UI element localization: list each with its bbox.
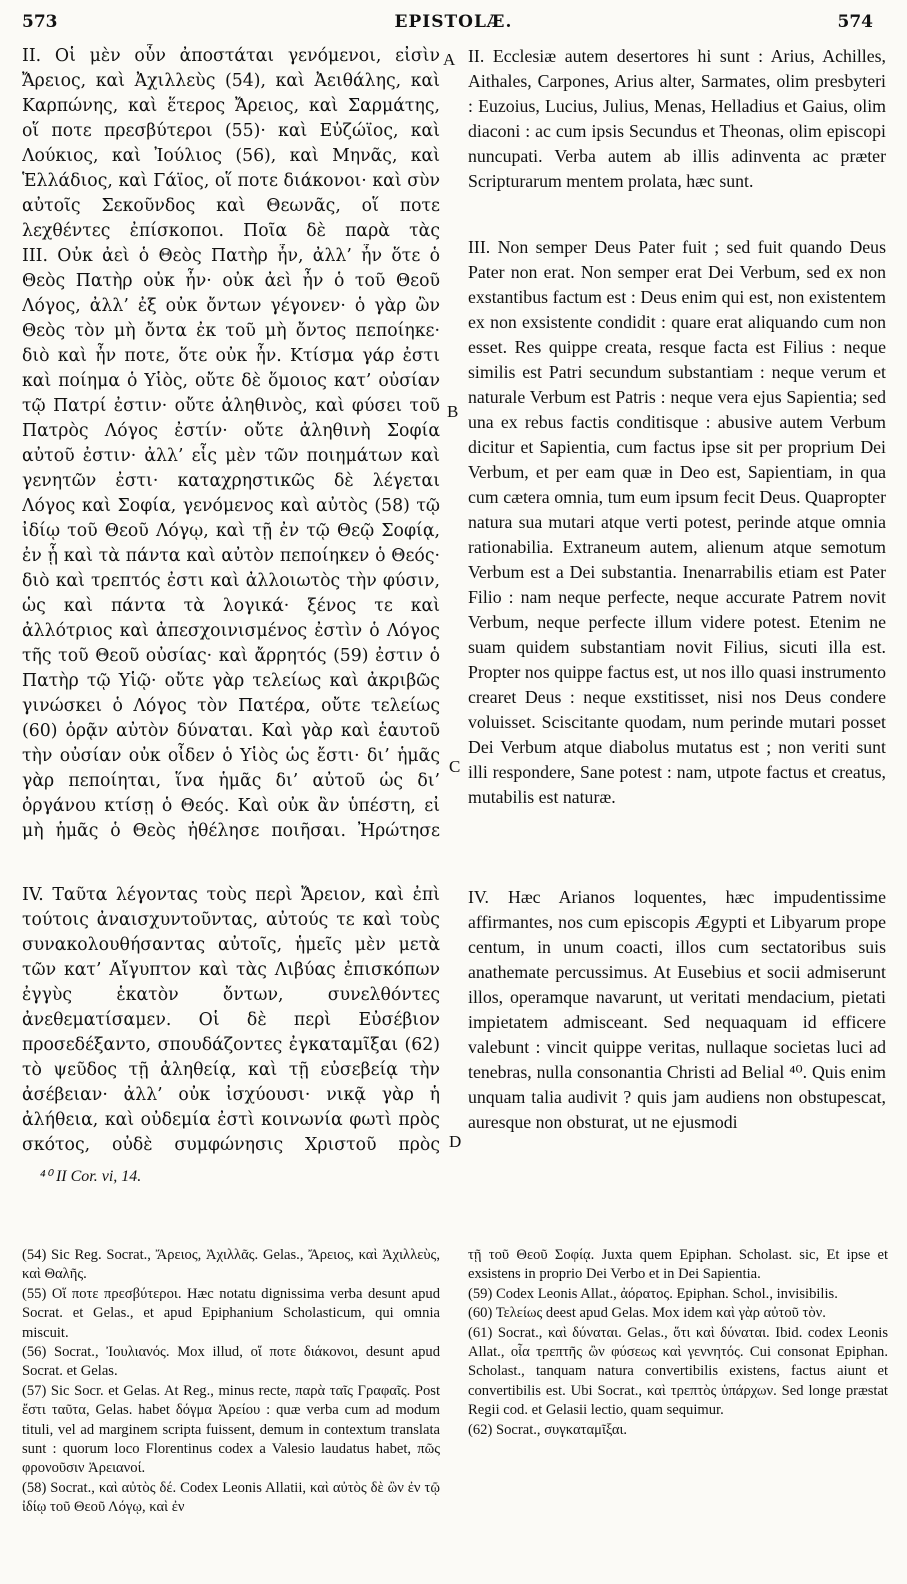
footnote: τῇ τοῦ Θεοῦ Σοφίᾳ. Juxta quem Epiphan. Scholast. sic, Et ipse et exsistens in proprio Dei Verbo et in Dei Sapientia.: [468, 1247, 888, 1283]
latin-paragraph-3: [468, 235, 886, 885]
footnote: (62) Socrat., συγκαταμῖξαι.: [468, 1421, 628, 1438]
latin-text: II. Ecclesiæ autem desertores hi sunt : Arius, Achilles, Aithales, Carpones, Arius alter, Sarmates, olim presbyteri : Euzoius, Lucius, Julius, Menas, Helladius et Gaius, olim diaconi : ac cum ipsis Secundus et Theonas, olim episcopi nuncupati. Verba autem ab illis adinventa ac præter Scripturarum mentem prolata, hæc sunt.: [468, 46, 886, 191]
footnote: (58) Socrat., καὶ αὐτὸς δέ. Codex Leonis Allatii, καὶ αὐτὸς δὲ ὢν ἐν τῷ ἰδίῳ τοῦ Θεοῦ Λόγῳ, καὶ ἐν: [22, 1479, 440, 1516]
footnote: (56) Socrat., Ἰουλιανός. Mox illud, οἵ ποτε διάκονοι, desunt apud Socrat. et Gelas.: [22, 1344, 440, 1380]
right-page-number: 574: [837, 12, 873, 32]
margin-letter-d: D: [449, 1132, 462, 1151]
margin-letter-a: A: [443, 50, 456, 69]
greek-paragraph-4: [22, 883, 440, 1158]
footnote: (54) Sic Reg. Socrat., Ἄρειος, Ἀχιλλᾶς. Gelas., Ἄρειος, καὶ Ἀχιλλεὺς, καὶ Θαλῆς.: [22, 1247, 440, 1283]
footnote: (59) Codex Leonis Allat., ἀόρατος. Epiphan. Schol., invisibilis.: [468, 1285, 838, 1302]
margin-letter-b: B: [447, 402, 459, 421]
footnote: (61) Socrat., καὶ δύναται. Gelas., ὅτι καὶ δύναται. Ibid. codex Leonis Allat., οἷα τρεπτῆς ὢν φύσεως καὶ γεννητός. Cui consonat Epiphan. Scholast., tanquam natura convertibilis existens, factus aiunt et convertibilis est. Ubi Socrat., καὶ τρεπτὸς ὑπάρχων. Sed longe præstat Regii cod. et Gelasii lectio, quam sequimur.: [468, 1324, 888, 1419]
latin-paragraph-2: [468, 44, 886, 229]
margin-letter-c: C: [449, 757, 461, 776]
scripture-reference: ⁴⁰ II Cor. vi, 14.: [40, 1168, 142, 1185]
greek-text: III. Οὐκ ἀεὶ ὁ Θεὸς Πατὴρ ἦν, ἀλλ’ ἦν ὅτε ὁ Θεὸς Πατὴρ οὐκ ἦν· οὐκ ἀεὶ ἦν ὁ τοῦ Θεοῦ Λόγος, ἀλλ’ ἐξ οὐκ ὄντων γέγονεν· ὁ γὰρ ὢν Θεὸς τὸν μὴ ὄντα ἐκ τοῦ μὴ ὄντος πεποίηκε· διὸ καὶ ἦν ποτε, ὅτε οὐκ ἦν. Κτίσμα γάρ ἐστι καὶ ποίημα ὁ Υἱὸς, οὔτε δὲ ὅμοιος κατ’ οὐσίαν τῷ Πατρί ἐστιν· οὔτε ἀληθινὸς, καὶ φύσει τοῦ Πατρὸς Λόγος ἐστίν· οὔτε ἀληθινὴ Σοφία αὐτοῦ ἐστιν· ἀλλ’ εἷς μὲν τῶν ποιημάτων καὶ γενητῶν ἐστι· καταχρηστικῶς δὲ λέγεται Λόγος καὶ Σοφία, γενόμενος καὶ αὐτὸς (58) τῷ ἰδίῳ τοῦ Θεοῦ Λόγῳ, καὶ τῇ ἐν τῷ Θεῷ Σοφίᾳ, ἐν ᾗ καὶ τὰ πάντα καὶ αὐτὸν πεποίηκεν ὁ Θεός· διὸ καὶ τρεπτός ἐστι καὶ ἀλλοιωτὸς τὴν φύσιν, ὡς καὶ πάντα τὰ λογικά· ξένος τε καὶ ἀλλότριος καὶ ἀπεσχοινισμένος ἐστὶν ὁ Λόγος τῆς τοῦ Θεοῦ οὐσίας· καὶ ἄρρητός (59) ἐστιν ὁ Πατὴρ τῷ Υἱῷ· οὔτε γὰρ τελείως καὶ ἀκριβῶς γινώσκει ὁ Λόγος τὸν Πατέρα, οὔτε τελείως (60) ὁρᾷν αὐτὸν δύναται. Καὶ γὰρ καὶ ἑαυτοῦ τὴν οὐσίαν οὐκ οἶδεν ὁ Υἱὸς ὡς ἔστι· δι’ ἡμᾶς γὰρ πεποίηται, ἵνα ἡμᾶς δι’ αὐτοῦ ὡς δι’ ὀργάνου κτίσῃ ὁ Θεός. Καὶ οὐκ ἂν ὑπέστη, εἰ μὴ ἡμᾶς ὁ Θεὸς ἠθέλησε ποιῆσαι. Ἠρώτησε: [22, 246, 440, 841]
footnotes-left: [22, 1246, 440, 1576]
running-title: EPISTOLÆ.: [394, 12, 513, 32]
greek-paragraph-2: [22, 44, 440, 244]
footnote: (60) Τελείως deest apud Gelas. Mox idem καὶ γὰρ αὐτοῦ τὸν.: [468, 1305, 826, 1322]
footnotes-right: [468, 1246, 888, 1576]
greek-paragraph-3: [22, 244, 440, 844]
latin-paragraph-4: [468, 885, 886, 1160]
left-page-number: 573: [22, 12, 58, 32]
greek-text: II. Οἱ μὲν οὖν ἀποστάται γενόμενοι, εἰσὶν Ἄρειος, καὶ Ἀχιλλεὺς (54), καὶ Ἀειθάλης, καὶ Καρπώνης, καὶ ἕτερος Ἄρειος, καὶ Σαρμάτης, οἵ ποτε πρεσβύτεροι (55)· καὶ Εὐζώϊος, καὶ Λούκιος, καὶ Ἰούλιος (56), καὶ Μηνᾶς, καὶ Ἑλλάδιος, καὶ Γάϊος, οἵ ποτε διάκονοι· καὶ σὺν αὐτοῖς Σεκοῦνδος καὶ Θεωνᾶς, οἵ ποτε λεχθέντες ἐπίσκοποι. Ποῖα δὲ παρὰ τὰς: [22, 46, 440, 241]
latin-text: III. Non semper Deus Pater fuit ; sed fuit quando Deus Pater non erat. Non semper erat Dei Verbum, sed ex non exstantibus factum est : Deus enim qui est, non existentem ex non exsistente condidit : quare erat aliquando cum non esset. Res quippe creata, resque facta est Filius : neque similis est Patri secundum substantiam : neque verum et naturale Verbum est Patris : neque vera ejus Sapientia; sed una ex rebus factis conditisque : abusive autem Verbum dicitur et Sapientia, cum factus ipse sit per proprium Dei Verbum, et per eam quæ in Deo est, Sapientiam, in qua cum cætera omnia, tum eum ipsum fecit Deus. Quapropter natura sua mutari atque verti potest, perinde atque omnia rationabilia. Extraneum autem, alienum atque semotum Verbum est a Dei substantia. Inenarrabilis etiam est Pater Filio : nam neque perfecte, neque accurate Patrem novit Verbum, neque perfecte illum videre potest. Etenim ne suam quidem substantiam novit Filius, sicuti illa est. Propter nos quippe factus est, ut nos illo quasi instrumento crearet Deus : neque exstitisset, nisi nos Deus condere voluisset. Sciscitante quodam, num perinde mutari posset Dei Verbum atque diabolus mutatus est ; non veriti sunt illi respondere, Sane potest : nam, utpote factus et creatus, mutabilis est naturæ.: [468, 237, 886, 807]
footnote: (57) Sic Socr. et Gelas. At Reg., minus recte, παρὰ ταῖς Γραφαῖς. Post ἔστι ταῦτα, Gelas. habet δόγμα Ἀρείου : quæ verba cum ad modum tituli, vel ad marginem scripta fuissent, demum in contextum translata sunt : quorum loco Florentinus codex a Valesio laudatus habet, πῶς φρονοῦσιν Ἀρειανοί.: [22, 1382, 440, 1477]
footnote: (55) Οἵ ποτε πρεσβύτεροι. Hæc notatu dignissima verba desunt apud Socrat. et Gelas., et apud Epiphanium Scholasticum, qui omnia miscuit.: [22, 1285, 440, 1341]
greek-text: IV. Ταῦτα λέγοντας τοὺς περὶ Ἄρειον, καὶ ἐπὶ τούτοις ἀναισχυντοῦντας, αὐτούς τε καὶ τοὺς συνακολουθήσαντας αὐτοῖς, ἡμεῖς μὲν μετὰ τῶν κατ’ Αἴγυπτον καὶ τὰς Λιβύας ἐπισκόπων ἐγγὺς ἑκατὸν ὄντων, συνελθόντες ἀνεθεματίσαμεν. Οἱ δὲ περὶ Εὐσέβιον προσεδέξαντο, σπουδάζοντες ἐγκαταμῖξαι (62) τὸ ψεῦδος τῇ ἀληθείᾳ, καὶ τῇ εὐσεβείᾳ τὴν ἀσέβειαν· ἀλλ’ οὐκ ἰσχύουσι· νικᾷ γὰρ ἡ ἀλήθεια, καὶ οὐδεμία ἐστὶ κοινωνία φωτὶ πρὸς σκότος, οὐδὲ συμφώνησις Χριστοῦ πρὸς: [22, 885, 440, 1155]
latin-text: IV. Hæc Arianos loquentes, hæc impudentissime affirmantes, nos cum episcopis Ægypti et Libyarum prope centum, in unum coacti, illos cum sectatoribus suis anathemate percussimus. At Eusebius et socii admiserunt illos, operamque navarunt, ut veritati mendacium, pietati impietatem admisceant. Sed nequaquam id efficere valebunt : vincit quippe veritas, nullaque societas luci ad tenebras, nulla consonantia Christi ad Belial ⁴⁰. Quis enim unquam talia audivit ? quis jam audiens non obstupescat, auresque non obsturat, ut ne ejusmodi: [468, 887, 886, 1132]
